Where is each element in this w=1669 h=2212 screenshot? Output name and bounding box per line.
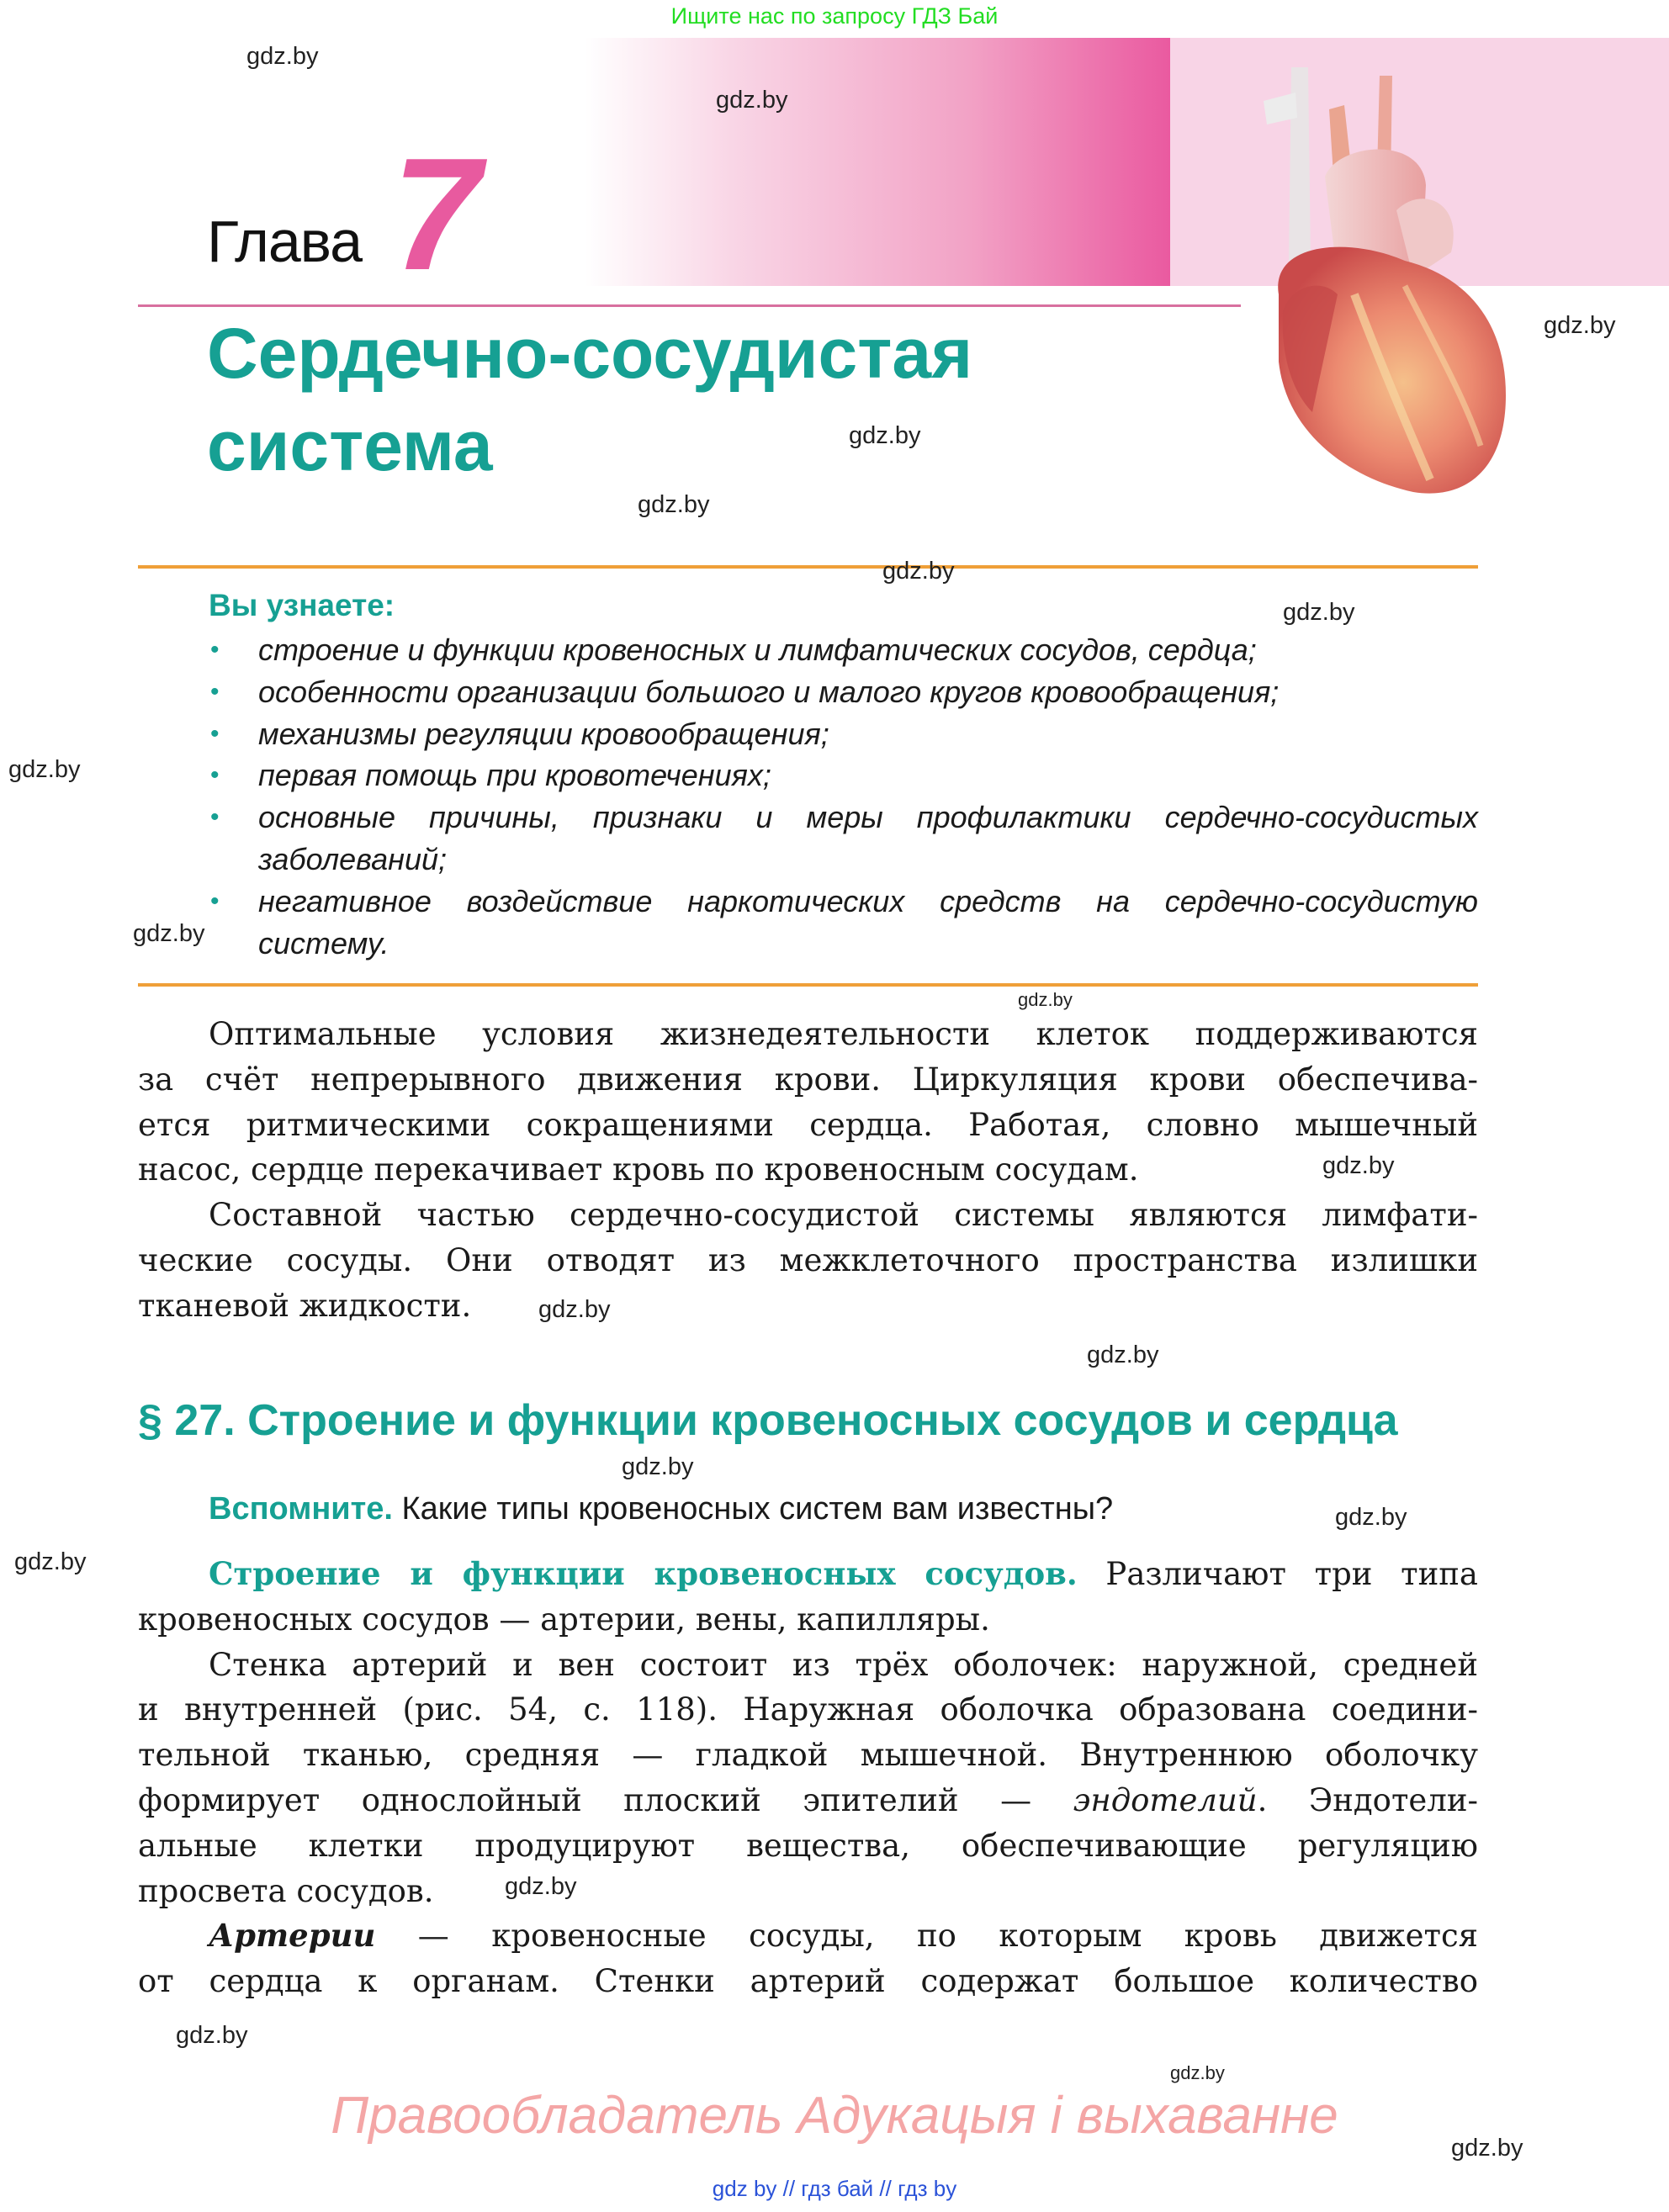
bullet-icon: •	[210, 636, 220, 664]
divider	[138, 304, 1241, 307]
heart-illustration	[1211, 42, 1565, 513]
term-arteries: Артерии	[209, 1917, 376, 1955]
watermark: gdz.by	[1087, 1341, 1159, 1368]
bottom-links[interactable]: gdz by // гдз бай // гдз by	[712, 2176, 957, 2201]
watermark: gdz.by	[176, 2022, 248, 2049]
header-gradient-band	[585, 38, 1170, 286]
term-endothelium: эндотелий	[1073, 1781, 1258, 1818]
watermark: gdz.by	[622, 1453, 694, 1480]
section-text: Строение и функции кровеносных сосудов. Различают три типа кровеносных сосудов — артерии, вены, капилляры. Стенка артерий и вен состоит из трёх оболочек: наружной, средней и внутренней (рис. 54, с. 118). Наружная оболочка образована соедини- тельной тканью, средняя — гладкой мышечной. Внутреннюю оболочку формирует однослойный плоский эпителий — эндотелий. Эндотели- альные клетки продуцируют вещества, обеспечивающие регуляцию просвета сосудов. Артерии — кровеносные сосуды, по которым кровь движется от сердца к органам. Стенки артерий содержат большое количество	[138, 1555, 1479, 2000]
watermark: gdz.by	[1451, 2135, 1523, 2162]
subheading: Строение и функции кровеносных сосудов.	[209, 1555, 1078, 1592]
bullet-icon: •	[210, 761, 220, 790]
list-item: • механизмы регуляции кровообращения;	[209, 713, 1478, 755]
watermark: gdz.by	[1335, 1504, 1407, 1531]
list-item: • строение и функции кровеносных и лимфатических сосудов, сердца;	[209, 629, 1478, 671]
watermark: gdz.by	[1322, 1152, 1395, 1179]
watermark: gdz.by	[849, 422, 921, 449]
chapter-number: 7	[392, 125, 481, 304]
watermark: gdz.by	[1170, 2062, 1225, 2083]
list-item: • негативное воздействие наркотических средств на сердечно-сосудистую	[209, 881, 1478, 923]
search-hint: Ищите нас по запросу ГДЗ Бай	[670, 3, 999, 29]
learn-heading: Вы узнаете:	[209, 588, 395, 622]
list-item-continued: заболеваний;	[258, 841, 448, 876]
list-item: • основные причины, признаки и меры профилактики сердечно-сосудистых	[209, 796, 1478, 839]
watermark: gdz.by	[505, 1873, 577, 1900]
list-item-continued: систему.	[258, 925, 389, 960]
chapter-title-line2: система	[207, 406, 493, 485]
list-item: • особенности организации большого и малого кругов кровообращения;	[209, 671, 1478, 713]
list-item: • первая помощь при кровотечениях;	[209, 754, 1478, 796]
watermark: gdz.by	[1544, 312, 1616, 339]
bullet-icon: •	[210, 803, 220, 832]
divider	[138, 983, 1478, 987]
watermark: gdz.by	[8, 756, 81, 783]
bullet-icon: •	[210, 719, 220, 748]
watermark: gdz.by	[882, 558, 955, 585]
watermark: gdz.by	[14, 1548, 87, 1575]
watermark: gdz.by	[1018, 989, 1073, 1010]
divider	[138, 565, 1478, 569]
watermark: gdz.by	[1283, 599, 1355, 626]
bullet-icon: •	[210, 886, 220, 915]
watermark: gdz.by	[133, 920, 205, 947]
section-heading: § 27. Строение и функции кровеносных сосудов и сердца	[138, 1396, 1398, 1445]
watermark: gdz.by	[716, 87, 788, 114]
learn-list	[209, 629, 1478, 964]
recall-question: Вспомните. Какие типы кровеносных систем вам известны?	[209, 1491, 1114, 1527]
watermark: gdz.by	[246, 43, 319, 70]
bullet-icon: •	[210, 677, 220, 706]
chapter-label: Глава	[207, 209, 363, 274]
watermark: gdz.by	[538, 1296, 611, 1323]
chapter-title-line1: Сердечно-сосудистая	[207, 314, 973, 393]
intro-text: Оптимальные условия жизнедеятельности клеток поддерживаются за счёт непрерывного движения крови. Циркуляция крови обеспечива- ется ритмическими сокращениями сердца. Работая, словно мышечный насос, сердце перекачивает кровь по кровеносным сосудам. Составной частью сердечно-сосудистой системы являются лимфати- ческие сосуды. Они отводят из межклеточного пространства излишки тканевой жидкости.	[138, 1016, 1478, 1324]
copyright-footer: Правообладатель Адукацыя і выхаванне	[331, 2087, 1338, 2145]
watermark: gdz.by	[638, 491, 710, 518]
